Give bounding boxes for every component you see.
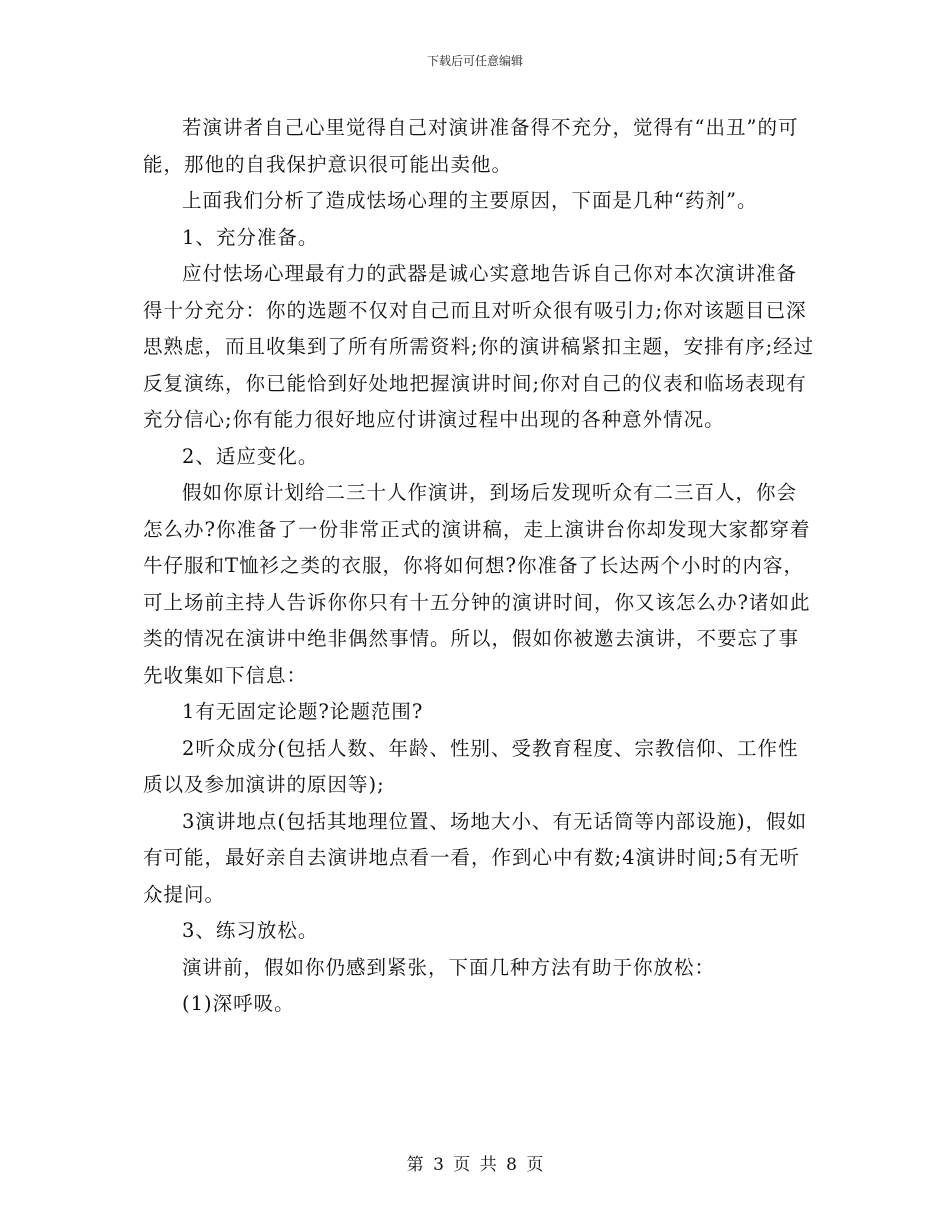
document-body bbox=[143, 110, 815, 1023]
list-item: 3演讲地点(包括其地理位置、场地大小、有无话筒等内部设施)，假如有可能，最好亲自去演讲地点看一看，作到心中有数;4演讲时间;5有无听众提问。 bbox=[143, 809, 808, 906]
page-header: 下载后可任意编辑 bbox=[426, 54, 523, 68]
paragraph: 应付怯场心理最有力的武器是诚心实意地告诉自己你对本次演讲准备得十分充分：你的选题不仅对自己而且对听众很有吸引力;你对该题目已深思熟虑，而且收集到了所有所需资料;你的演讲稿紧扣主题，安排有序;经过反复演练，你已能恰到好处地把握演讲时间;你对自己的仪表和临场表现有充分信心;你有能力很好地应付讲演过程中出现的各种意外情况。 bbox=[143, 262, 815, 431]
section-heading: 1、充分准备。 bbox=[182, 225, 319, 249]
page-number: 3 bbox=[433, 1155, 444, 1175]
total-pages: 8 bbox=[506, 1155, 517, 1175]
section-heading: 3、练习放松。 bbox=[182, 919, 319, 942]
section-heading: 2、适应变化。 bbox=[182, 444, 319, 468]
paragraph: 上面我们分析了造成怯场心理的主要原因，下面是几种“药剂”。 bbox=[182, 189, 758, 212]
list-item: (1)深呼吸。 bbox=[182, 992, 295, 1015]
paragraph: 若演讲者自己心里觉得自己对演讲准备得不充分，觉得有“出丑”的可能，那他的自我保护意识很可能出卖他。 bbox=[143, 116, 799, 176]
paragraph: 演讲前，假如你仍感到紧张，下面几种方法有助于你放松： bbox=[182, 955, 716, 979]
list-item: 1有无固定论题?论题范围? bbox=[182, 700, 424, 723]
total-prefix: 共 bbox=[479, 1155, 497, 1175]
page-label: 页 bbox=[453, 1155, 471, 1175]
page-prefix: 第 bbox=[406, 1155, 424, 1175]
paragraph: 假如你原计划给二三十人作演讲，到场后发现听众有二三百人，你会怎么办?你准备了一份非常正式的演讲稿，走上演讲台你却发现大家都穿着牛仔服和T恤衫之类的衣服，你将如何想?你准备了长达两个小时的内容，可上场前主持人告诉你你只有十五分钟的演讲时间，你又该怎么办?诸如此类的情况在演讲中绝非偶然事情。所以，假如你被邀去演讲，不要忘了事先收集如下信息： bbox=[143, 481, 811, 687]
total-label: 页 bbox=[526, 1155, 544, 1175]
page-footer bbox=[0, 1153, 950, 1177]
list-item: 2听众成分(包括人数、年龄、性别、受教育程度、宗教信仰、工作性质以及参加演讲的原因等); bbox=[143, 736, 799, 796]
